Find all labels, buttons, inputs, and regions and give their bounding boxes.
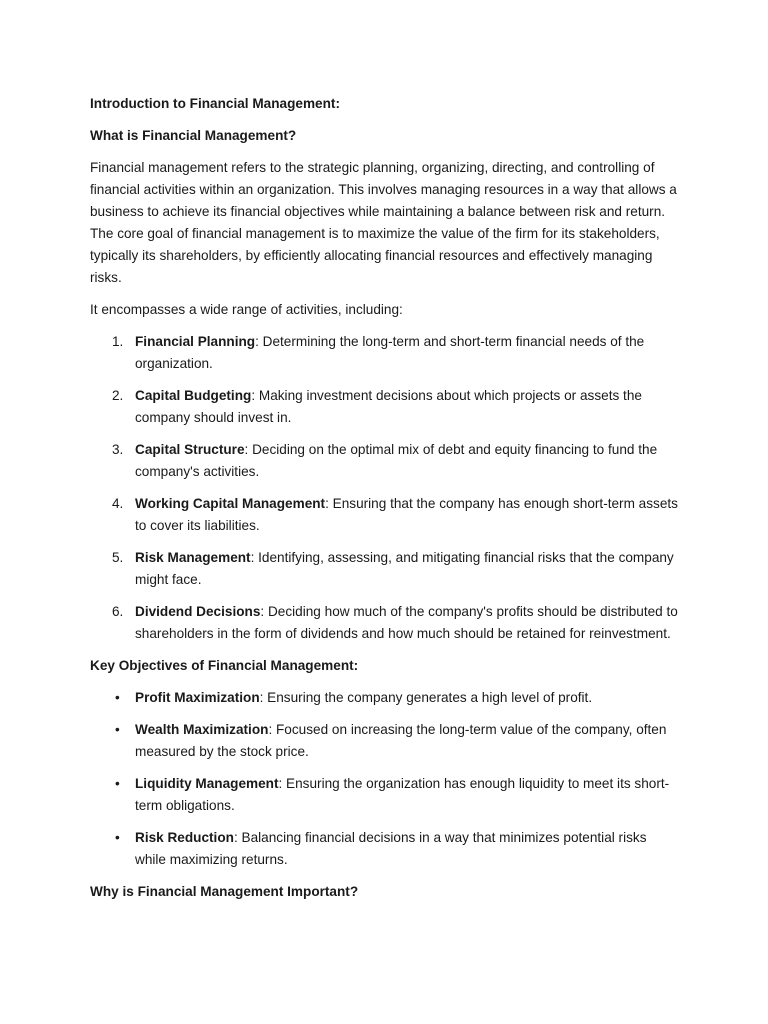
list-term: Capital Budgeting <box>135 388 252 403</box>
list-item <box>90 547 680 591</box>
list-item <box>90 687 680 709</box>
what-heading: What is Financial Management? <box>90 128 297 143</box>
list-description: : Deciding how much of the company's profits should be distributed to shareholders in the form of dividends and how much should be retained for reinvestment. <box>135 604 678 641</box>
list-item <box>90 827 680 871</box>
list-term: Risk Reduction <box>135 830 234 845</box>
list-description: : Focused on increasing the long-term value of the company, often measured by the stock price. <box>135 722 667 759</box>
list-description: : Ensuring the company generates a high level of profit. <box>259 690 593 705</box>
list-number: 5. <box>112 550 124 565</box>
list-item <box>90 601 680 645</box>
intro-heading: Introduction to Financial Management: <box>90 96 340 111</box>
list-number: 6. <box>112 604 124 619</box>
bullet-icon: • <box>115 776 120 791</box>
list-term: Working Capital Management <box>135 496 326 511</box>
list-item <box>90 719 680 763</box>
definition-paragraph: Financial management refers to the strategic planning, organizing, directing, and controlling of financial activities within an organization. This involves managing resources in a way that allows a business to achieve its financial objectives while maintaining a balance between risk and return. The core goal of financial management is to maximize the value of the firm for its stakeholders, typically its shareholders, by efficiently allocating financial resources and effectively managing risks. <box>90 160 677 285</box>
list-description: : Ensuring that the company has enough short-term assets to cover its liabilities. <box>135 496 678 533</box>
list-number: 1. <box>112 334 124 349</box>
activities-intro: It encompasses a wide range of activities, including: <box>90 302 403 317</box>
objectives-heading: Key Objectives of Financial Management: <box>90 658 359 673</box>
list-description: : Balancing financial decisions in a way that minimizes potential risks while maximizing returns. <box>135 830 647 867</box>
list-number: 4. <box>112 496 124 511</box>
list-item <box>90 439 680 483</box>
list-number: 3. <box>112 442 124 457</box>
list-term: Dividend Decisions <box>135 604 261 619</box>
bullet-icon: • <box>115 722 120 737</box>
list-term: Financial Planning <box>135 334 256 349</box>
bullet-icon: • <box>115 690 120 705</box>
bullet-icon: • <box>115 830 120 845</box>
list-term: Risk Management <box>135 550 251 565</box>
list-description: : Determining the long-term and short-term financial needs of the organization. <box>135 334 645 371</box>
why-heading: Why is Financial Management Important? <box>90 884 359 899</box>
list-term: Profit Maximization <box>135 690 260 705</box>
list-description: : Ensuring the organization has enough liquidity to meet its short-term obligations. <box>135 776 670 813</box>
objectives-list <box>90 687 680 871</box>
list-item <box>90 773 680 817</box>
activities-list <box>90 331 680 645</box>
list-description: : Deciding on the optimal mix of debt and equity financing to fund the company's activities. <box>135 442 658 479</box>
list-description: : Making investment decisions about which projects or assets the company should invest in. <box>135 388 642 425</box>
list-term: Liquidity Management <box>135 776 279 791</box>
list-description: : Identifying, assessing, and mitigating financial risks that the company might face. <box>135 550 674 587</box>
list-item <box>90 385 680 429</box>
list-number: 2. <box>112 388 124 403</box>
list-term: Wealth Maximization <box>135 722 269 737</box>
list-item <box>90 331 680 375</box>
list-term: Capital Structure <box>135 442 245 457</box>
list-item <box>90 493 680 537</box>
